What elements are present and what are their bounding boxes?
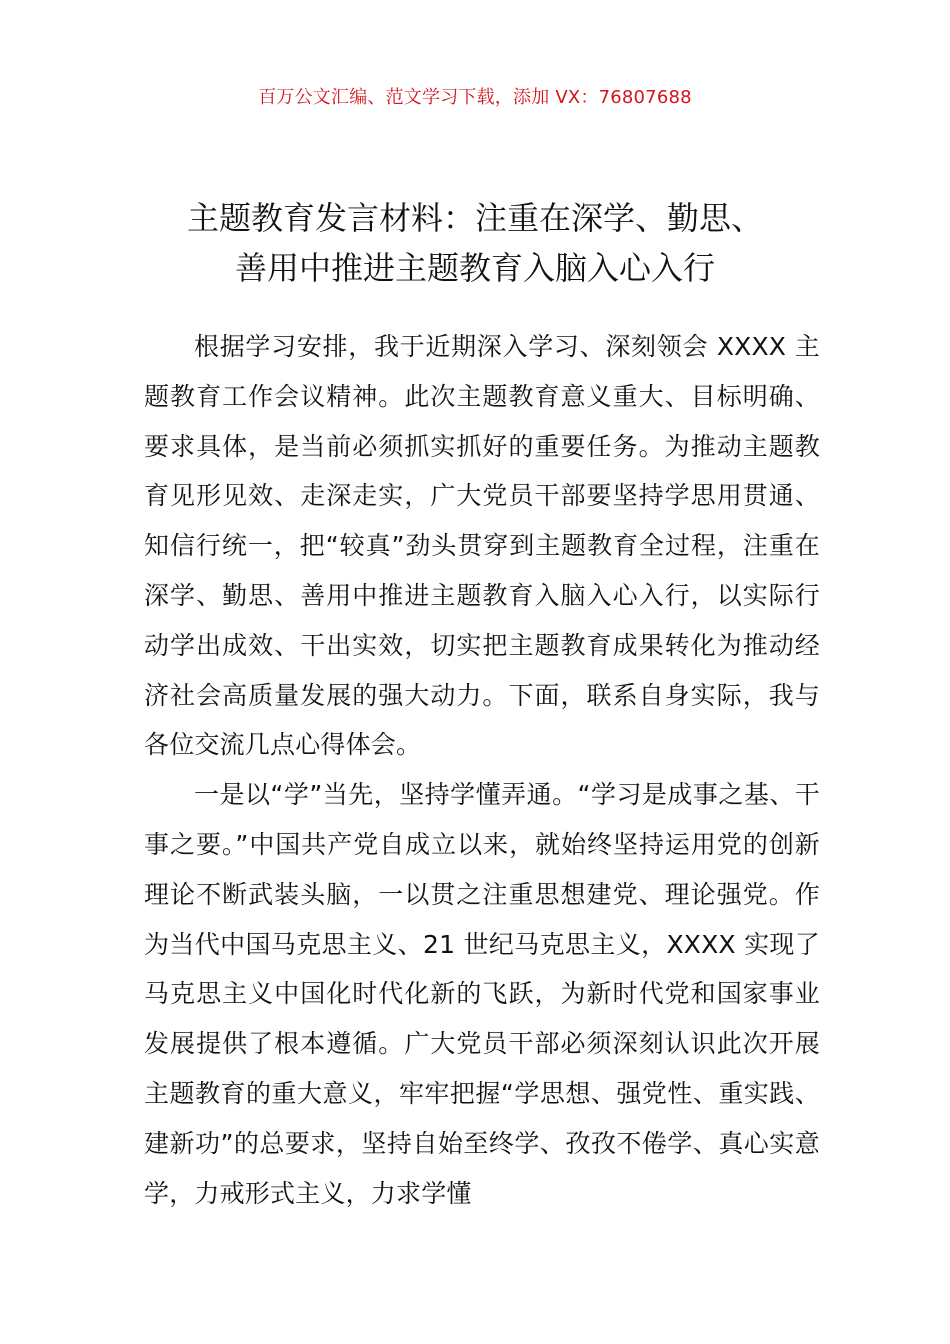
- header-promo-note: 百万公文汇编、范文学习下载，添加 VX：76807688: [258, 87, 692, 108]
- title-line-2: 善用中推进主题教育入脑入心入行: [234, 249, 715, 288]
- document-title: [120, 193, 830, 293]
- body-paragraph: 根据学习安排，我于近期深入学习、深刻领会 XXXX 主题教育工作会议精神。此次主题教育意义重大、目标明确、要求具体，是当前必须抓实抓好的重要任务。为推动主题教育见形见效、走深走实，广大党员干部要坚持学思用贯通、知信行统一，把“较真”劲头贯穿到主题教育全过程，注重在深学、勤思、善用中推进主题教育入脑入心入行，以实际行动学出成效、干出实效，切实把主题教育成果转化为推动经济社会高质量发展的强大动力。下面，联系自身实际，我与各位交流几点心得体会。: [144, 332, 820, 760]
- title-line-1: 主题教育发言材料：注重在深学、勤思、: [186, 199, 763, 238]
- body-paragraph: 一是以“学”当先，坚持学懂弄通。“学习是成事之基、干事之要。”中国共产党自成立以来，就始终坚持运用党的创新理论不断武装头脑，一以贯之注重思想建党、理论强党。作为当代中国马克思主义、21 世纪马克思主义，XXXX 实现了马克思主义中国化时代化新的飞跃，为新时代党和国家事业发展提供了根本遵循。广大党员干部必须深刻认识此次开展主题教育的重大意义，牢牢把握“学思想、强党性、重实践、建新功”的总要求，坚持自始至终学、孜孜不倦学、真心实意学，力戒形式主义，力求学懂: [144, 780, 820, 1208]
- document-body: [144, 322, 820, 1218]
